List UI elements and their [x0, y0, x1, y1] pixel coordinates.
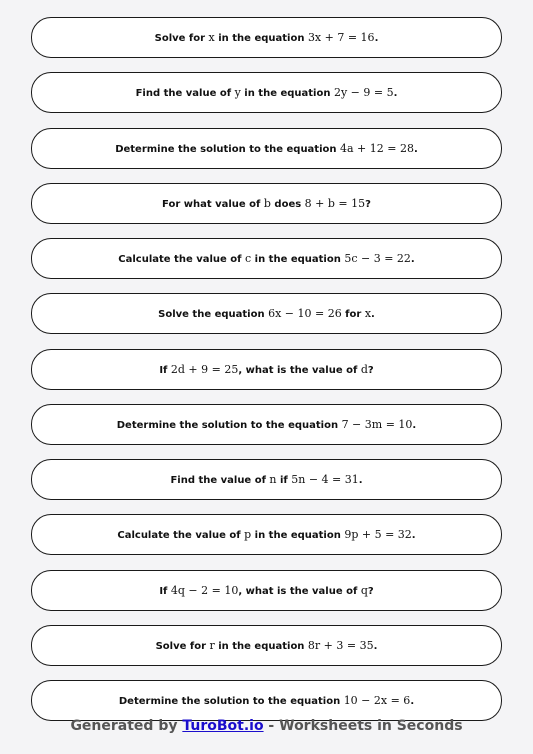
question-box-7	[31, 349, 502, 390]
question-box-8	[31, 404, 502, 445]
footer-suffix: - Worksheets in Seconds	[263, 718, 463, 734]
question-box-9	[31, 459, 502, 500]
question-box-5	[31, 238, 502, 279]
footer-prefix: Generated by	[70, 718, 183, 734]
question-text: If 4q − 2 = 10, what is the value of q?	[159, 583, 374, 597]
question-text: Solve for r in the equation 8r + 3 = 35.	[155, 638, 378, 652]
question-text: Find the value of y in the equation 2y − 9 = 5.	[135, 86, 398, 100]
question-text: Calculate the value of c in the equation 5c − 3 = 22.	[118, 252, 415, 265]
question-text: Determine the solution to the equation 7 − 3m = 10.	[116, 417, 417, 431]
question-text: Determine the solution to the equation 10 − 2x = 6.	[118, 694, 415, 707]
question-box-3	[31, 128, 502, 169]
question-list	[31, 17, 502, 735]
question-box-6	[31, 293, 502, 334]
question-text: Solve the equation 6x − 10 = 26 for x.	[158, 307, 375, 321]
question-text: If 2d + 9 = 25, what is the value of d?	[159, 362, 374, 376]
question-box-11	[31, 570, 502, 611]
question-box-2	[31, 72, 502, 113]
question-box-1	[31, 17, 502, 58]
question-text: Determine the solution to the equation 4a + 12 = 28.	[115, 141, 418, 155]
question-text: Solve for x in the equation 3x + 7 = 16.	[154, 31, 379, 44]
question-box-10	[31, 514, 502, 555]
turobot-link[interactable]: TuroBot.io	[182, 718, 264, 734]
question-text: Calculate the value of p in the equation 9p + 5 = 32.	[117, 528, 416, 542]
footer-credit	[0, 718, 533, 734]
question-box-12	[31, 625, 502, 666]
question-text: For what value of b does 8 + b = 15?	[162, 196, 371, 210]
question-box-4	[31, 183, 502, 224]
question-text: Find the value of n if 5n − 4 = 31.	[170, 473, 363, 486]
question-box-13	[31, 680, 502, 721]
